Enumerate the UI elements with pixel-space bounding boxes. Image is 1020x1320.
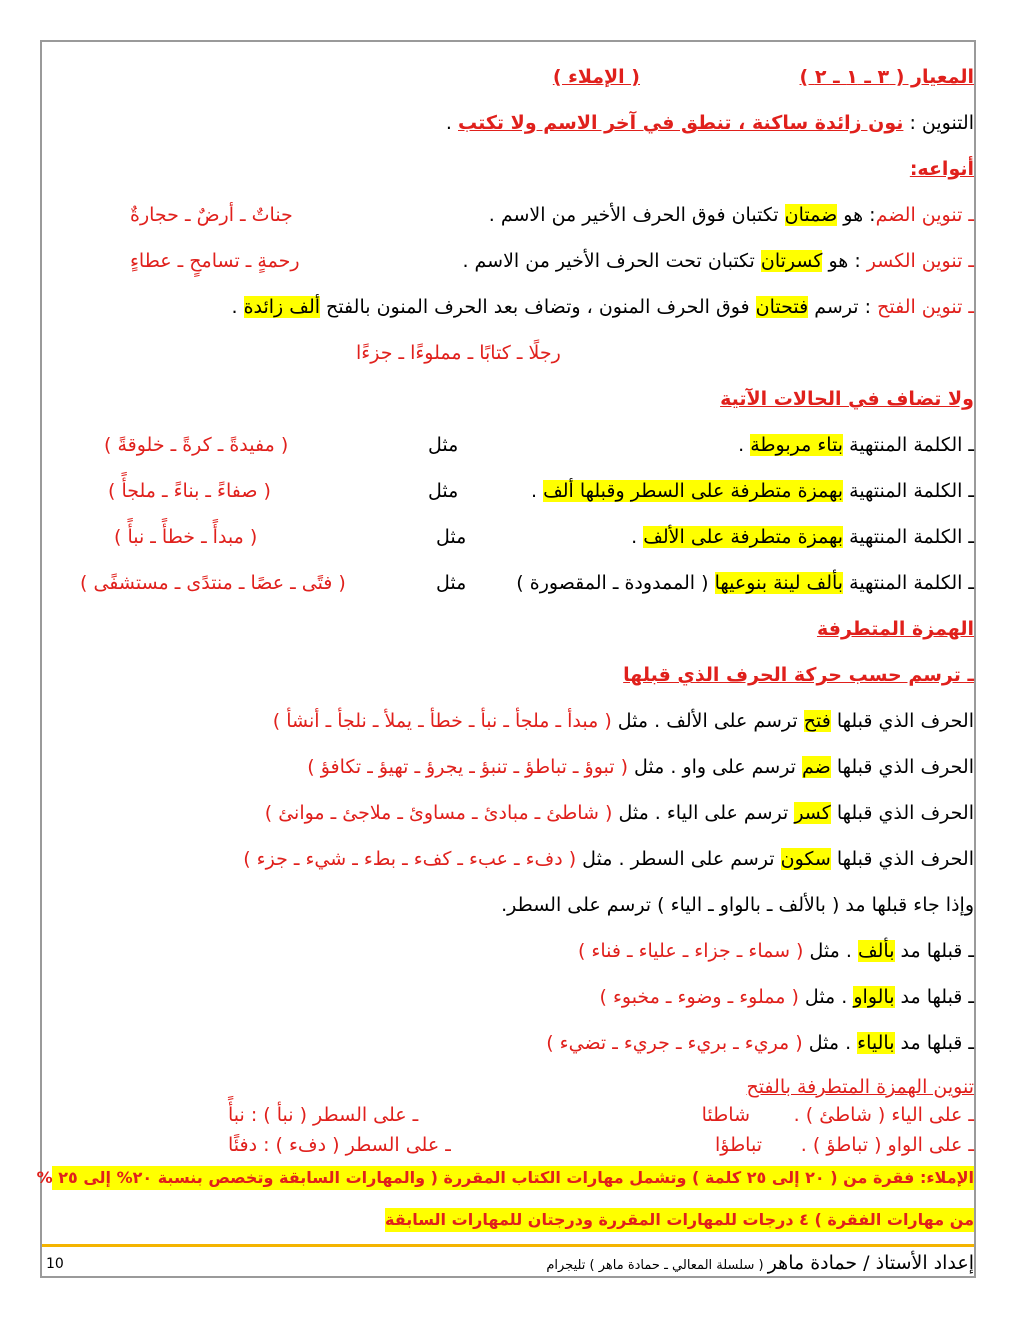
- mithal-label: مثل: [428, 434, 459, 456]
- tanween-hamza-row-a: ـ على الواو ( تباطؤ ) .: [800, 1134, 974, 1156]
- page-number: 10: [46, 1256, 64, 1272]
- criterion-title: المعيار ( ٣ ـ ١ ـ ٢ ): [799, 66, 974, 88]
- no-alef-examples: ( مبدأً ـ خطأً ـ نبأً ): [114, 526, 258, 548]
- madd-row: ـ قبلها مد بالياء . مثل ( مريء ـ بريء ـ جريء ـ تضيء ): [546, 1032, 974, 1054]
- no-alef-heading: ولا تضاف في الحالات الآتية: [720, 388, 974, 410]
- footer-credit: [546, 1252, 974, 1274]
- mithal-label: مثل: [436, 572, 467, 594]
- no-alef-examples: ( صفاءً ـ بناءً ـ ملجأً ): [108, 480, 271, 502]
- tanween-hamza-row-c: ـ على السطر ( دفء ) : دفئًا: [228, 1134, 451, 1156]
- tanween-kasr-examples: رحمةٍ ـ تسامحٍ ـ عطاءٍ: [130, 250, 300, 272]
- no-alef-examples: ( فتًى ـ عصًا ـ منتدًى ـ مستشفًى ): [80, 572, 346, 594]
- mithal-label: مثل: [428, 480, 459, 502]
- hamza-rule-row: الحرف الذي قبلها فتح ترسم على الألف . مثل ( مبدأ ـ ملجأ ـ نبأ ـ خطأ ـ يملأ ـ نلجأ ـ أنشأ ): [272, 710, 974, 732]
- mithal-label: مثل: [436, 526, 467, 548]
- imlaa-note-line2: من مهارات الفقرة ) ٤ درجات للمهارات المقررة ودرجتان للمهارات السابقة: [385, 1208, 974, 1232]
- tanween-damm-examples: جناتٌ ـ أرضٌ ـ حجارةٌ: [130, 204, 293, 226]
- no-alef-row: ـ الكلمة المنتهية بتاء مربوطة .: [738, 434, 974, 456]
- types-heading: أنواعه:: [909, 158, 974, 180]
- tanween-fath-line: ـ تنوين الفتح : ترسم فتحتان فوق الحرف المنون ، وتضاف بعد الحرف المنون بالفتح ألف زائدة .: [231, 296, 974, 318]
- tanween-hamza-heading: تنوين الهمزة المتطرفة بالفتح: [746, 1076, 974, 1098]
- tanween-hamza-row-b: تباطؤا: [714, 1134, 762, 1156]
- hamza-rule-row: الحرف الذي قبلها ضم ترسم على واو . مثل ( تبوؤ ـ تباطؤ ـ تنبؤ ـ يجرؤ ـ تهيؤ ـ تكافؤ ): [307, 756, 974, 778]
- tanween-damm-line: ـ تنوين الضم: هو ضمتان تكتبان فوق الحرف الأخير من الاسم .: [488, 204, 974, 226]
- tanween-definition: التنوين : نون زائدة ساكنة ، تنطق في آخر الاسم ولا تكتب .: [445, 112, 974, 134]
- hamza-heading: الهمزة المتطرفة: [816, 618, 974, 640]
- tanween-fath-examples: رجلًا ـ كتابًا ـ مملوءًا ـ جزءًا: [356, 342, 561, 364]
- imlaa-note-line1: الإملاء: فقرة من ( ٢٠ إلى ٢٥ كلمة ) وتشمل مهارات الكتاب المقررة ( والمهارات السابقة وتخصص بنسبة ٢٠% إلى ٢٥ %: [52, 1166, 974, 1190]
- hamza-rule-row: الحرف الذي قبلها كسر ترسم على الياء . مثل ( شاطئ ـ مبادئ ـ مساوئ ـ ملاجئ ـ موانئ ): [264, 802, 974, 824]
- no-alef-row: ـ الكلمة المنتهية بهمزة متطرفة على الألف .: [631, 526, 974, 548]
- hamza-rule-row: الحرف الذي قبلها سكون ترسم على السطر . مثل ( دفء ـ عبء ـ كفء ـ بطء ـ شيء ـ جزء ): [243, 848, 974, 870]
- madd-line: وإذا جاء قبلها مد ( بالألف ـ بالواو ـ الياء ) ترسم على السطر.: [501, 894, 974, 916]
- no-alef-examples: ( مفيدةً ـ كرةً ـ خلوقةً ): [104, 434, 289, 456]
- tanween-hamza-row-a: ـ على الياء ( شاطئ ) .: [793, 1104, 974, 1126]
- footer-author: إعداد الأستاذ / حمادة ماهر: [767, 1252, 974, 1274]
- footer-divider: [42, 1244, 974, 1247]
- footer-series: ( سلسلة المعالي ـ حمادة ماهر ) تليجرام: [546, 1258, 768, 1273]
- tanween-hamza-row-b: شاطئا: [701, 1104, 750, 1126]
- madd-row: ـ قبلها مد بالواو . مثل ( مملوء ـ وضوء ـ مخبوء ): [599, 986, 974, 1008]
- no-alef-row: ـ الكلمة المنتهية بهمزة متطرفة على السطر وقبلها ألف .: [530, 480, 974, 502]
- no-alef-row: ـ الكلمة المنتهية بألف لينة بنوعيها ( الممدودة ـ المقصورة ): [516, 572, 974, 594]
- tanween-hamza-row-c: ـ على السطر ( نبأ ) : نبأً: [228, 1104, 419, 1126]
- hamza-subheading: ـ ترسم حسب حركة الحرف الذي قبلها: [623, 664, 974, 686]
- madd-row: ـ قبلها مد بألف . مثل ( سماء ـ جزاء ـ علياء ـ فناء ): [577, 940, 974, 962]
- topic-title: ( الإملاء ): [552, 66, 640, 88]
- tanween-kasr-line: ـ تنوين الكسر : هو كسرتان تكتبان تحت الحرف الأخير من الاسم .: [462, 250, 974, 272]
